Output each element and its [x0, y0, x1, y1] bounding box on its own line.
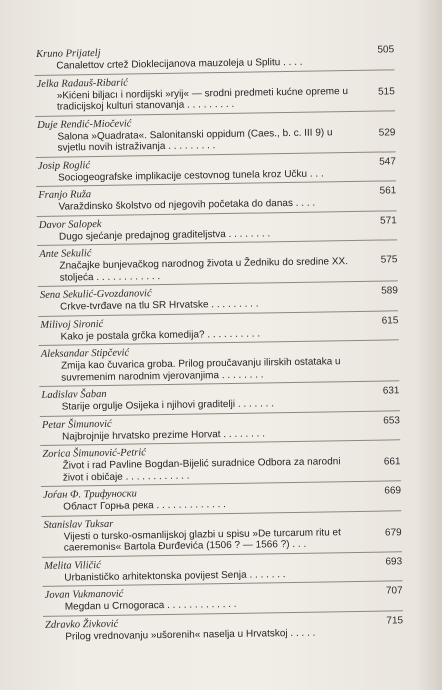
entry-page-number: 693: [385, 555, 403, 568]
entry-title: Crkve-tvrđave na tlu SR Hrvatske . . . . . . . . .: [60, 298, 259, 313]
entry-title: Vijesti o tursko-osmanlijskoj glazbi u spisu »De turcarum ritu et caeremonis« Bartola Đurđevića (1506 ? — 1566 ?) . . .: [63, 526, 341, 554]
entry-title: Život i rad Pavline Bogdan-Bijelić suradnice Odbora za narodni život i običaje . . . . . . . . . . . .: [62, 456, 341, 484]
entry-title: Megdan u Crnogoraca . . . . . . . . . . . . .: [64, 598, 237, 613]
entry-author: Franjo Ruža: [38, 189, 92, 201]
toc-entry: [41, 511, 402, 558]
entry-author: Jovan Vukmanović: [44, 588, 124, 601]
entry-author: Zdravko Živković: [45, 618, 119, 631]
entry-author: Ladislav Šaban: [41, 388, 107, 401]
entry-page-number: 653: [383, 414, 401, 427]
toc-entry: [35, 111, 396, 158]
entry-author: Petar Šimunović: [41, 418, 112, 431]
entry-author: Jelka Radauš-Ribarić: [36, 77, 128, 90]
table-of-contents: [34, 40, 403, 645]
entry-page-number: 529: [378, 126, 396, 139]
entry-page-number: 547: [379, 155, 396, 168]
entry-title: Dugo sjećanje predajnog graditeljstva . . . . . . . .: [58, 227, 271, 243]
entry-title: Starije orgulje Osijeka i njihovi graditelji . . . . . . .: [61, 398, 275, 413]
toc-entry: [40, 440, 401, 487]
entry-title: Kako je postala grčka komedija? . . . . . . . . . .: [60, 327, 261, 343]
entry-page-number: 661: [383, 456, 401, 468]
entry-page-number: 505: [377, 44, 395, 56]
toc-entry: [39, 340, 400, 387]
entry-author: Aleksandar Stipčević: [40, 347, 130, 360]
entry-page-number: 679: [384, 526, 402, 539]
entry-title: Prilog vrednovanju »ušorenih« naselja u Hrvatskoj . . . . .: [65, 627, 316, 643]
entry-title: Sociogeografske implikacije cestovnog tunela kroz Učku . . .: [57, 167, 324, 184]
entry-author: Melita Viličić: [44, 559, 101, 572]
entry-title: Najbrojnije hrvatsko prezime Horvat . . . . . . . .: [62, 427, 266, 443]
entry-author: Davor Salopek: [38, 218, 102, 231]
entry-page-number: 575: [380, 254, 398, 266]
entry-page-number: 589: [381, 285, 398, 297]
entry-title: Zmija kao čuvarica groba. Prilog proučavanju ilirskih ostataka u suvremenim narodnim vjerovanjima . . . . . . . .: [60, 356, 341, 384]
entry-author: Milivoj Sironić: [40, 318, 104, 331]
entry-author: Sena Sekulić-Gvozdanović: [39, 288, 152, 301]
entry-page-number: 571: [380, 214, 397, 227]
page-edge-shadow: [416, 0, 442, 690]
entry-title: Canalettov crtež Dioklecijanova mauzoleja u Splitu . . . .: [56, 56, 303, 72]
entry-author: Zorica Šimunović-Petrić: [42, 447, 147, 460]
entry-title: Област Горња река . . . . . . . . . . . . .: [63, 499, 226, 513]
toc-entry: [43, 611, 403, 645]
entry-author: Јоѓан Ф. Трифуноски: [42, 488, 137, 501]
entry-page-number: 615: [381, 314, 399, 327]
entry-title: Varaždinsko školstvo od njegovih početaka do danas . . . .: [58, 197, 316, 213]
entry-author: Kruno Prijatelj: [36, 47, 101, 60]
entry-page-number: 669: [384, 485, 402, 497]
entry-author: Stanislav Tuksar: [43, 518, 114, 531]
entry-title: Značajke bunjevačkog narodnog života u Žedniku do sredine XX. stoljeća . . . . . . . . . . . .: [59, 256, 349, 284]
entry-page-number: 631: [382, 385, 400, 397]
entry-page-number: 707: [385, 585, 403, 597]
entry-title: »Kićeni biljacı i nordijski »ryij« — srodni predmeti kućne opreme u tradicijskoj kulturi stanovanja . . . . . . . . .: [56, 85, 349, 113]
entry-title: Salona »Quadrata«. Salonitanski oppidum (Caes., b. c. III 9) u svjetlu novih istraživanja . . . . . . . . .: [57, 126, 333, 154]
toc-entry: [34, 70, 395, 117]
entry-page-number: 561: [379, 185, 397, 197]
entry-author: Josip Roglić: [37, 159, 91, 172]
entry-title: Urbanističko arhitektonska povijest Senja . . . . . . .: [64, 568, 286, 584]
entry-author: Duje Rendić-Miočević: [37, 117, 132, 131]
toc-entry: [37, 240, 398, 287]
entry-page-number: 515: [377, 85, 395, 98]
entry-page-number: 715: [386, 614, 404, 627]
entry-author: Ante Sekulić: [39, 248, 92, 260]
